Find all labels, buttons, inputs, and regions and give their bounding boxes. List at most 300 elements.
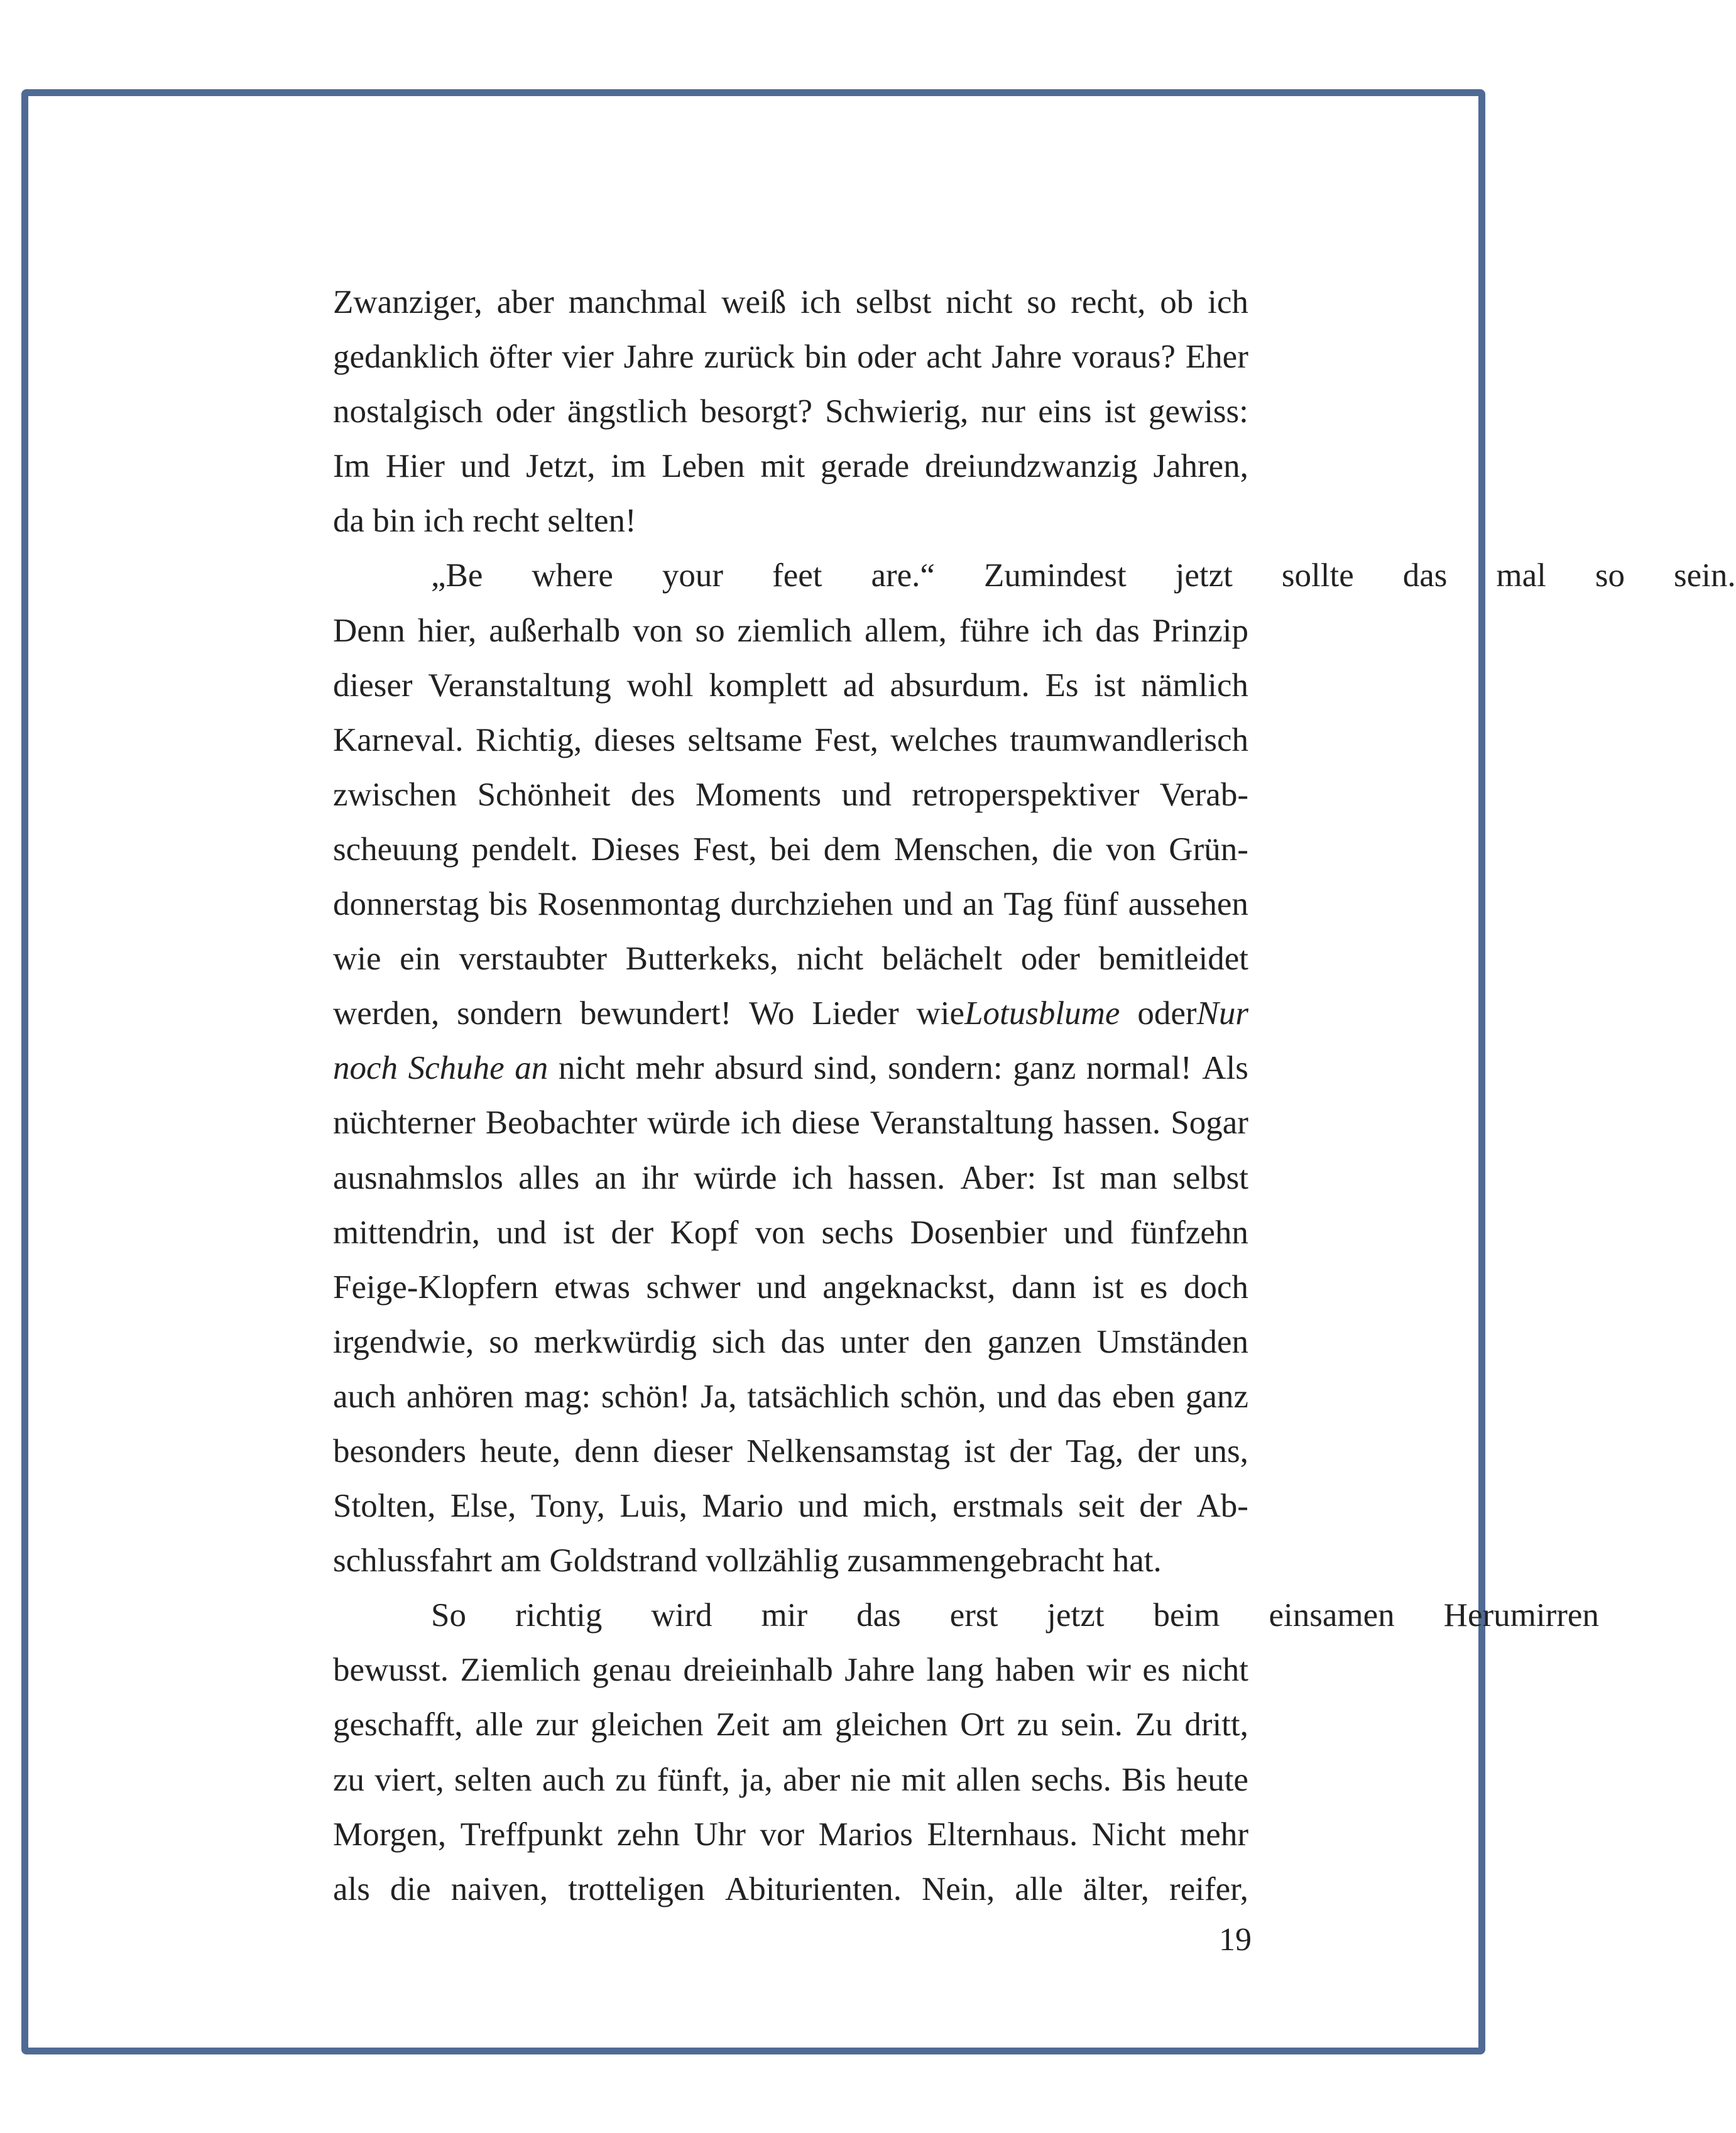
word: es [1140, 1268, 1168, 1306]
text-line [333, 1041, 1248, 1096]
word: hassen. [848, 1159, 946, 1196]
word: als [333, 1870, 370, 1907]
word: Jahre [623, 339, 694, 376]
word: Luis, [620, 1488, 687, 1525]
word: Als [1202, 1050, 1248, 1087]
italic-word: Nur [1196, 995, 1248, 1032]
word: am [782, 1706, 823, 1743]
word: ist [1092, 1268, 1124, 1306]
word: die [1052, 831, 1093, 868]
word: Nelkensamstag [746, 1432, 950, 1470]
word: Eher [1185, 339, 1248, 376]
word: trotteligen [568, 1870, 705, 1907]
word: wie [333, 941, 381, 978]
word: belächelt [882, 941, 1003, 978]
text-line [333, 604, 1248, 658]
text-line [333, 1260, 1248, 1315]
word: donnerstag [333, 886, 479, 923]
word: ganz [1013, 1050, 1076, 1087]
word: allem, [864, 612, 947, 649]
word: Else, [450, 1488, 516, 1525]
word: irgendwie, [333, 1323, 474, 1360]
word: Butterkeks, [625, 941, 778, 978]
text-line [333, 658, 1248, 713]
word: Wo [749, 995, 795, 1032]
word: selbst [855, 284, 932, 320]
word: oder [495, 393, 555, 430]
word: uns, [1194, 1432, 1248, 1470]
page-number: 19 [1219, 1922, 1252, 1958]
word: So [431, 1597, 466, 1634]
text-line [333, 1588, 1599, 1643]
word: aber [496, 284, 554, 320]
word: beim [1153, 1597, 1220, 1634]
word: doch [1183, 1268, 1248, 1306]
word: sondern: [888, 1050, 1003, 1087]
text-line [333, 1370, 1248, 1424]
word: sollte [1281, 557, 1354, 594]
word: mittendrin, [333, 1214, 481, 1251]
word: haben [995, 1652, 1075, 1689]
word: ganz [1185, 1378, 1248, 1415]
word: nicht [558, 1050, 625, 1087]
word: Veranstaltung [428, 667, 611, 704]
word: ich [740, 1105, 782, 1142]
text-line [333, 986, 1248, 1041]
word: und [756, 1268, 807, 1306]
word: sich [712, 1323, 766, 1360]
word: außerhalb [489, 612, 621, 649]
word: Herumirren [1443, 1597, 1599, 1634]
word: mich, [863, 1488, 938, 1525]
word: oder [1020, 941, 1080, 978]
text-line [333, 1424, 1248, 1479]
word: ich [1208, 284, 1248, 320]
word: Nicht [1091, 1816, 1166, 1853]
word: ob [1160, 284, 1194, 320]
text-line [333, 1862, 1248, 1917]
word: schwer [646, 1268, 741, 1306]
word: Hier [385, 448, 445, 485]
word: Aber: [960, 1159, 1037, 1196]
word: dieser [333, 667, 413, 704]
text-line [333, 1151, 1248, 1206]
word: Fest, [692, 831, 757, 868]
word: voraus? [1072, 339, 1176, 376]
word: Im [333, 448, 370, 485]
word [917, 986, 1120, 1041]
word: weiß [721, 284, 787, 320]
word: an [594, 1159, 626, 1196]
word: das [1057, 1378, 1102, 1415]
word: das [856, 1597, 901, 1634]
word: anhören [406, 1378, 514, 1415]
word: von [1106, 831, 1156, 868]
word: merkwürdig [533, 1323, 697, 1360]
word: mal [1496, 557, 1546, 594]
text-line [333, 330, 1248, 385]
word [1137, 986, 1248, 1041]
word: und [902, 886, 953, 923]
text-line [333, 385, 1248, 439]
word: Beobachter [485, 1105, 638, 1142]
word: fünf [1062, 886, 1119, 923]
word: bis [489, 886, 528, 923]
word: zehn [616, 1816, 680, 1853]
text-line [333, 713, 1248, 768]
word: sondern [457, 995, 562, 1032]
word: schön, [900, 1378, 986, 1415]
word: Treffpunkt [460, 1816, 603, 1853]
word: hassen. [1063, 1105, 1161, 1142]
word: zu [615, 1761, 647, 1798]
word: Mario [702, 1488, 783, 1525]
word: der [1137, 1432, 1180, 1470]
word: gerade [820, 448, 910, 485]
word: Ab- [1196, 1488, 1248, 1525]
word: etwas [554, 1268, 630, 1306]
word: reifer, [1169, 1870, 1248, 1907]
word: ängstlich [567, 393, 688, 430]
word: mit [901, 1761, 946, 1798]
text-line [333, 1698, 1248, 1752]
text-line [333, 439, 1248, 494]
word: zu [333, 1761, 365, 1798]
word: so [695, 612, 725, 649]
word: oder [857, 339, 917, 376]
text-line [333, 877, 1248, 932]
word: Morgen, [333, 1816, 447, 1853]
word: nüchterner [333, 1105, 476, 1142]
body-text [333, 275, 1736, 1917]
word: vier [562, 339, 614, 376]
word: Sogar [1171, 1105, 1248, 1142]
word: your [662, 557, 724, 594]
word: und [996, 1378, 1047, 1415]
word: ziemlich [737, 612, 853, 649]
word: besorgt? [700, 393, 812, 430]
text-line [333, 548, 1736, 603]
word: eins [1038, 393, 1092, 430]
word: ganzen [987, 1323, 1082, 1360]
word: des [630, 776, 675, 813]
word: Es [1045, 667, 1079, 704]
word: Ja, [701, 1378, 737, 1415]
word: ein [400, 941, 440, 978]
word: vor [760, 1816, 805, 1853]
word: Feige-Klopfern [333, 1268, 538, 1306]
word: nie [850, 1761, 892, 1798]
word: führe [959, 612, 1030, 649]
text-line [333, 494, 1248, 548]
word: Tag [1003, 886, 1054, 923]
word: gleichen [590, 1706, 704, 1743]
word: fünft, [657, 1761, 730, 1798]
word: erst [949, 1597, 998, 1634]
word: selten [454, 1761, 532, 1798]
text-line [333, 1479, 1248, 1534]
word: das [1095, 612, 1140, 649]
word: dreiundzwanzig [925, 448, 1138, 485]
word: ich [800, 284, 841, 320]
italic-word: Lotusblume [964, 995, 1120, 1032]
text-line [333, 1315, 1248, 1370]
word: richtig [515, 1597, 603, 1634]
word: nämlich [1141, 667, 1248, 704]
text-line [333, 768, 1248, 822]
word: genau [592, 1652, 672, 1689]
word: besonders [333, 1432, 466, 1470]
word: are.“ [871, 557, 935, 594]
word: „Be [431, 557, 483, 594]
word: Nein, [922, 1870, 995, 1907]
word: alle [1015, 1870, 1063, 1907]
word: von [755, 1214, 805, 1251]
word: würde [647, 1105, 731, 1142]
word: Jetzt, [526, 448, 596, 485]
word: so [489, 1323, 519, 1360]
word: und [460, 448, 511, 485]
word: sein. [1674, 557, 1736, 594]
word: Dieses [591, 831, 680, 868]
word: zwischen [333, 776, 457, 813]
text-line [333, 1206, 1248, 1260]
word: Jahren, [1153, 448, 1248, 485]
text-segment: schlussfahrt am Goldstrand vollzählig zusammengebracht hat. [333, 1542, 1162, 1579]
word: Stolten, [333, 1488, 436, 1525]
word: Uhr [694, 1816, 746, 1853]
word: dreieinhalb [683, 1652, 833, 1689]
word: Tony, [530, 1488, 605, 1525]
word: diese [791, 1105, 860, 1142]
word: denn [574, 1432, 640, 1470]
word: mehr [1180, 1816, 1248, 1853]
word: nicht [1182, 1652, 1248, 1689]
word: und [1063, 1214, 1114, 1251]
word: schön! [601, 1378, 691, 1415]
word: Rosenmontag [537, 886, 721, 923]
word: zurück [704, 339, 795, 376]
word: nur [981, 393, 1026, 430]
word: oder [1137, 995, 1197, 1032]
word: bei [770, 831, 811, 868]
word: werden, [333, 995, 440, 1032]
word: die [390, 1870, 431, 1907]
word: sein. [1061, 1706, 1123, 1743]
word: gleichen [834, 1706, 948, 1743]
italic-word: an [515, 1050, 549, 1087]
word: pendelt. [471, 831, 579, 868]
word: Ziemlich [460, 1652, 581, 1689]
word: Fest, [814, 721, 878, 758]
text-line [333, 1096, 1248, 1150]
word: dritt, [1184, 1706, 1248, 1743]
word: fünfzehn [1130, 1214, 1248, 1251]
word: Leben [662, 448, 745, 485]
text-line [333, 275, 1248, 330]
word: einsamen [1269, 1597, 1395, 1634]
word: angeknackst, [822, 1268, 996, 1306]
word: ich [792, 1159, 833, 1196]
word: bin [804, 339, 848, 376]
text-line [333, 822, 1248, 877]
word: Zumindest [983, 557, 1127, 594]
word: scheuung [333, 831, 459, 868]
word: Moments [695, 776, 822, 813]
word: Denn [333, 612, 405, 649]
word: Marios [818, 1816, 913, 1853]
word: traumwandlerisch [1010, 721, 1248, 758]
word: dieser [653, 1432, 733, 1470]
word: Bis [1122, 1761, 1166, 1798]
word: ich [1042, 612, 1083, 649]
word: bemitleidet [1098, 941, 1248, 978]
word: dieses [594, 721, 676, 758]
word: das [1402, 557, 1448, 594]
word: aber [782, 1761, 841, 1798]
word: gewiss: [1148, 393, 1248, 430]
word: seltsame [687, 721, 802, 758]
word: tatsächlich [747, 1378, 890, 1415]
word: bewundert! [579, 995, 732, 1032]
word: komplett [709, 667, 827, 704]
word: ad [843, 667, 875, 704]
word: ist [1094, 667, 1126, 704]
word: aussehen [1128, 886, 1248, 923]
word: Menschen, [893, 831, 1039, 868]
word: Grün- [1169, 831, 1248, 868]
word: Jahre [844, 1652, 915, 1689]
word: absurd [714, 1050, 804, 1087]
word: ist [1104, 393, 1136, 430]
word: nicht [946, 284, 1013, 320]
word: seit [1078, 1488, 1125, 1525]
word: absurdum. [890, 667, 1030, 704]
word: mir [761, 1597, 808, 1634]
word: Prinzip [1152, 612, 1248, 649]
word: nicht [797, 941, 864, 978]
word: das [780, 1323, 826, 1360]
word: sechs. [1030, 1761, 1111, 1798]
word: Zeit [716, 1706, 770, 1743]
word: zur [535, 1706, 579, 1743]
word: retroperspektiver [912, 776, 1140, 813]
word: und [496, 1214, 547, 1251]
word: den [924, 1323, 973, 1360]
word: Ort [960, 1706, 1005, 1743]
word: ja, [740, 1761, 773, 1798]
word: und [841, 776, 892, 813]
word: so [1027, 284, 1057, 320]
italic-word: Schuhe [408, 1050, 505, 1087]
word: durchziehen [730, 886, 893, 923]
word: wir [1086, 1652, 1131, 1689]
word: an [962, 886, 994, 923]
word: Zwanziger, [333, 284, 483, 320]
word: mehr [635, 1050, 704, 1087]
word: Jahre [991, 339, 1062, 376]
word: Richtig, [475, 721, 582, 758]
word: mag: [524, 1378, 591, 1415]
word: where [532, 557, 613, 594]
word: von [633, 612, 683, 649]
word: viert, [374, 1761, 444, 1798]
word: so [1595, 557, 1625, 594]
word: feet [772, 557, 822, 594]
word: jetzt [1175, 557, 1233, 594]
word: heute [1176, 1761, 1248, 1798]
word: verstaubter [459, 941, 608, 978]
word: geschafft, [333, 1706, 463, 1743]
word: Tag, [1066, 1432, 1124, 1470]
word: Elternhaus. [927, 1816, 1078, 1853]
word: auch [542, 1761, 605, 1798]
word: Abiturienten. [724, 1870, 902, 1907]
word: Umständen [1096, 1323, 1248, 1360]
word: dann [1011, 1268, 1076, 1306]
word: Veranstaltung [870, 1105, 1054, 1142]
word: unter [840, 1323, 909, 1360]
word: bewusst. [333, 1652, 449, 1689]
word: erstmals [953, 1488, 1064, 1525]
word: manchmal [568, 284, 707, 320]
text-line [333, 1753, 1248, 1808]
word: im [611, 448, 647, 485]
word: auch [333, 1378, 396, 1415]
word: älter, [1083, 1870, 1150, 1907]
word: mit [760, 448, 805, 485]
word: Lieder [812, 995, 899, 1032]
word: normal! [1086, 1050, 1192, 1087]
word: gedanklich [333, 339, 479, 376]
word: naiven, [450, 1870, 549, 1907]
word: dem [823, 831, 882, 868]
word: ihr [641, 1159, 679, 1196]
word: alles [518, 1159, 580, 1196]
word: ist [563, 1214, 595, 1251]
text-line [333, 1808, 1248, 1862]
word: ausnahmslos [333, 1159, 503, 1196]
word: Karneval. [333, 721, 464, 758]
word: man [1100, 1159, 1157, 1196]
word: und [798, 1488, 848, 1525]
word: Dosenbier [910, 1214, 1047, 1251]
word: jetzt [1047, 1597, 1105, 1634]
text-segment: da bin ich recht selten! [333, 503, 636, 540]
word: lang [926, 1652, 984, 1689]
text-line [333, 1643, 1248, 1698]
word: allen [956, 1761, 1021, 1798]
word: sind, [813, 1050, 878, 1087]
word: welches [890, 721, 998, 758]
word: ist [964, 1432, 996, 1470]
word: recht, [1071, 284, 1146, 320]
word: selbst [1172, 1159, 1248, 1196]
word: der [1139, 1488, 1182, 1525]
italic-word: noch [333, 1050, 398, 1087]
word: heute, [480, 1432, 561, 1470]
word: wird [651, 1597, 712, 1634]
word: Ist [1051, 1159, 1085, 1196]
word: hier, [417, 612, 477, 649]
word: alle [475, 1706, 523, 1743]
word: der [611, 1214, 654, 1251]
text-line [333, 1534, 1248, 1588]
word: wie [916, 995, 965, 1032]
word: öfter [489, 339, 552, 376]
word: eben [1112, 1378, 1176, 1415]
text-line [333, 932, 1248, 986]
